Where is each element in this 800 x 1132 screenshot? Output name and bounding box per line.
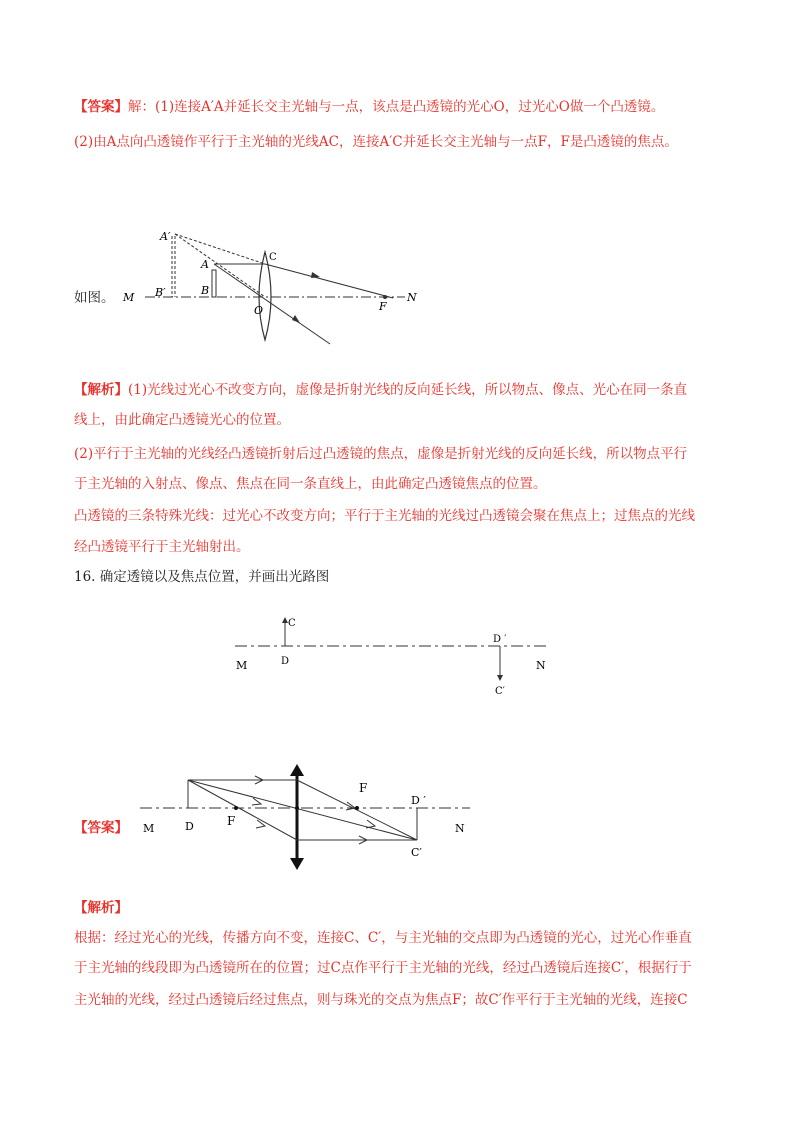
- label-F-right: F: [359, 781, 368, 795]
- label-B: B: [201, 284, 210, 297]
- question-16-figure: [230, 612, 560, 702]
- analysis-2-tag-line: [74, 898, 734, 918]
- label-A: A: [201, 258, 209, 271]
- label-M: M: [143, 822, 155, 835]
- figure-caption: 如图。: [74, 290, 115, 306]
- label-F-left: F: [227, 814, 236, 828]
- answer-1-line-1: [74, 97, 734, 117]
- label-C: C: [288, 618, 296, 629]
- analysis-tag: 【解析】: [74, 382, 128, 398]
- analysis-text: (1)光线过光心不改变方向，虚像是折射光线的反向延长线，所以物点、像点、光心在同一条直: [128, 382, 688, 398]
- analysis-1-line-4: 于主光轴的入射点、像点、焦点在同一条直线上，由此确定凸透镜焦点的位置。: [74, 476, 547, 492]
- label-N: N: [455, 822, 465, 835]
- label-C-prime: C′: [411, 846, 422, 859]
- analysis-1-line-5: 凸透镜的三条特殊光线：过光心不改变方向；平行于主光轴的光线过凸透镜会聚在焦点上；过焦点的光线: [74, 508, 695, 524]
- analysis-1-line-6: 经凸透镜平行于主光轴射出。: [74, 539, 250, 555]
- label-A-prime: A′: [160, 230, 171, 243]
- answer-tag: 【答案】: [74, 99, 128, 115]
- label-N: N: [536, 659, 546, 672]
- label-O: O: [254, 304, 264, 317]
- label-M: M: [123, 291, 135, 304]
- analysis-1-line-2: 线上，由此确定凸透镜光心的位置。: [74, 412, 290, 428]
- lens-figure-1: [115, 222, 425, 352]
- label-C-prime: C′: [495, 686, 505, 697]
- label-D: D: [185, 820, 194, 833]
- ray-through-optical-center: [188, 780, 417, 840]
- label-D-prime: D ′: [411, 794, 426, 807]
- analysis-1-line-1: [74, 380, 734, 400]
- label-M: M: [236, 659, 248, 672]
- analysis-2-line-3: 主光轴的光线，经过凸透镜后经过焦点，则与珠光的交点为焦点F；故C′作平行于主光轴的光线，连接C: [74, 992, 688, 1008]
- analysis-tag: 【解析】: [74, 900, 128, 916]
- label-F: F: [379, 300, 387, 313]
- question-16-title: 16. 确定透镜以及焦点位置，并画出光路图: [74, 569, 330, 585]
- answer-16-figure: [135, 762, 475, 877]
- label-N: N: [407, 291, 417, 304]
- answer-1-line-2: (2)由A点向凸透镜作平行于主光轴的光线AC，连接A′C并延长交主光轴与一点F，F是凸透镜的焦点。: [74, 134, 678, 150]
- label-C: C: [269, 252, 277, 263]
- focal-point-left: [234, 806, 238, 810]
- analysis-2-line-2: 于主光轴的线段即为凸透镜所在的位置；过C点作平行于主光轴的光线，经过凸透镜后连接C′，根据行于: [74, 960, 692, 976]
- answer-tag: 【答案】: [74, 820, 128, 836]
- label-D-prime: D ′: [493, 634, 507, 645]
- optical-center: [295, 806, 299, 810]
- ray-CF: [265, 264, 393, 298]
- label-D: D: [281, 656, 290, 667]
- analysis-1-line-3: (2)平行于主光轴的光线经凸透镜折射后过凸透镜的焦点，虚像是折射光线的反向延长线，所以物点平行: [74, 446, 688, 462]
- answer-text: 解：(1)连接A′A并延长交主光轴与一点，该点是凸透镜的光心O，过光心O做一个凸透镜。: [128, 99, 665, 115]
- ray-through-F-left: [188, 780, 297, 840]
- analysis-2-line-1: 根据：经过光心的光线，传播方向不变，连接C、C′，与主光轴的交点即为凸透镜的光心，过光心作垂直: [74, 930, 692, 946]
- object-AB: [212, 270, 216, 297]
- focal-point-right: [355, 806, 359, 810]
- label-B-prime: B′: [155, 286, 166, 299]
